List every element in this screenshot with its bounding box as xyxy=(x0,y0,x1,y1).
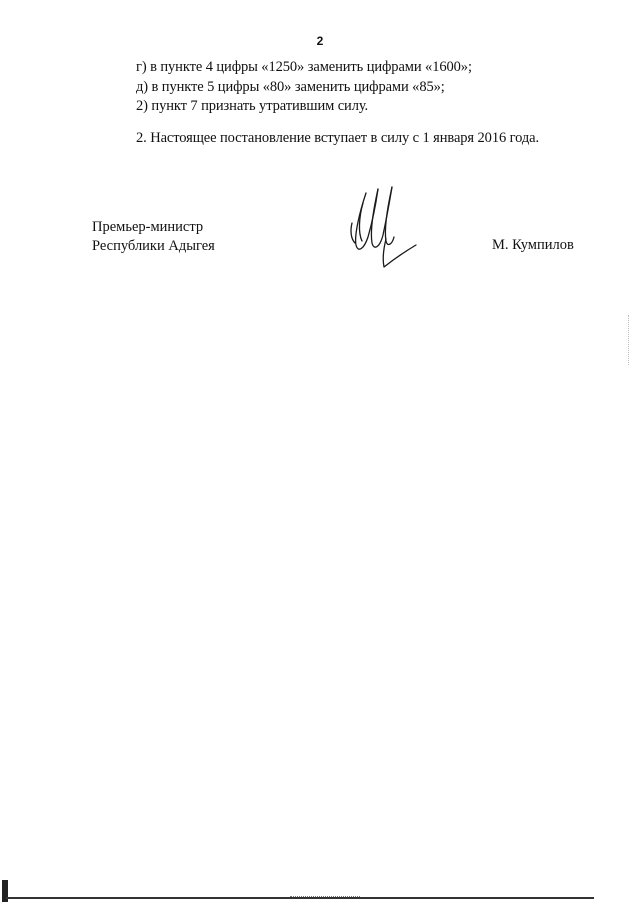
signatory-position-line2: Республики Адыгея xyxy=(92,238,215,254)
signatory-position xyxy=(92,218,215,256)
effective-date-clause: 2. Настоящее постановление вступает в силу с 1 января 2016 года. xyxy=(136,130,540,146)
amendment-item-g: г) в пункте 4 цифры «1250» заменить цифрами «1600»; xyxy=(136,59,472,75)
amendment-item-d: д) в пункте 5 цифры «80» заменить цифрами «85»; xyxy=(136,79,445,95)
signatory-position-line1: Премьер-министр xyxy=(92,219,204,235)
handwritten-signature xyxy=(346,183,422,273)
scan-edge-bottom xyxy=(6,897,594,899)
page-number: 2 xyxy=(316,34,324,48)
amendment-item-2: 2) пункт 7 признать утратившим силу. xyxy=(136,98,369,114)
scan-artifact-dots xyxy=(628,315,631,365)
signatory-name: М. Кумпилов xyxy=(492,237,574,253)
